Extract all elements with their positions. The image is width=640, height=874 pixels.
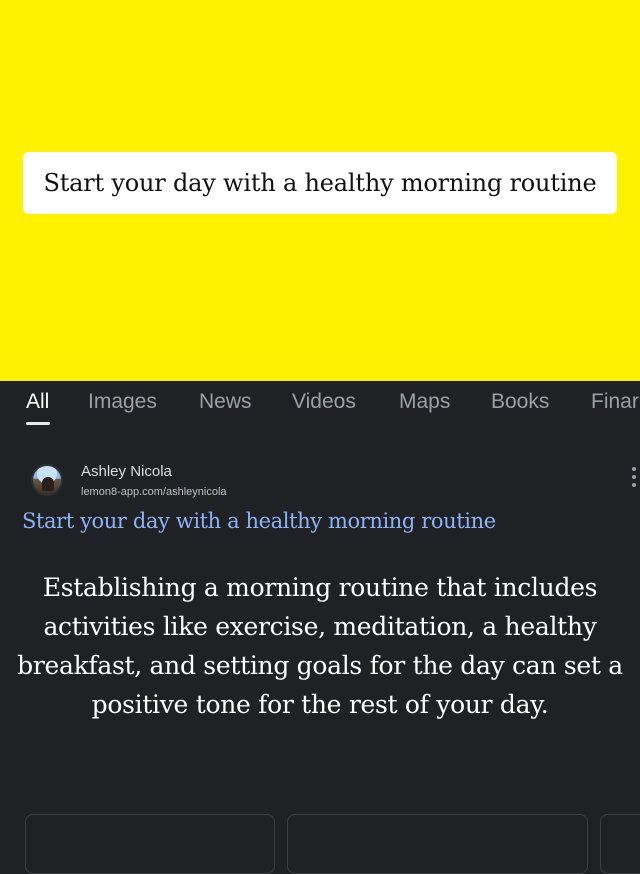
snippet-line: activities like exercise, meditation, a healthy — [43, 612, 597, 641]
result-snippet — [0, 568, 640, 724]
snippet-line: Establishing a morning routine that includes — [42, 573, 598, 602]
tab-news[interactable]: News — [199, 390, 252, 413]
result-source[interactable] — [31, 464, 621, 504]
headline-text: Start your day with a healthy morning routine — [43, 169, 597, 197]
search-results-area — [0, 381, 640, 853]
tab-all[interactable]: All — [26, 390, 50, 413]
snippet-line: breakfast, and setting goals for the day can set a — [17, 651, 623, 680]
tab-books[interactable]: Books — [491, 390, 550, 413]
top-banner — [0, 0, 640, 381]
tab-videos[interactable]: Videos — [292, 390, 356, 413]
tab-maps[interactable]: Maps — [399, 390, 451, 413]
avatar — [31, 464, 63, 496]
tab-finance[interactable]: Finar — [591, 390, 639, 413]
result-card[interactable] — [287, 814, 588, 874]
source-name: Ashley Nicola — [81, 463, 172, 480]
tab-images[interactable]: Images — [88, 390, 157, 413]
more-vert-icon[interactable] — [628, 464, 640, 490]
headline-card — [23, 152, 617, 214]
search-tabs — [0, 381, 640, 433]
avatar-figure — [42, 477, 54, 491]
result-card[interactable] — [600, 814, 640, 874]
snippet-line: positive tone for the rest of your day. — [91, 690, 549, 719]
result-card[interactable] — [25, 814, 275, 874]
source-url: lemon8-app.com/ashleynicola — [81, 486, 227, 498]
result-title-link[interactable]: Start your day with a healthy morning routine — [22, 509, 496, 533]
active-tab-indicator — [26, 422, 50, 425]
